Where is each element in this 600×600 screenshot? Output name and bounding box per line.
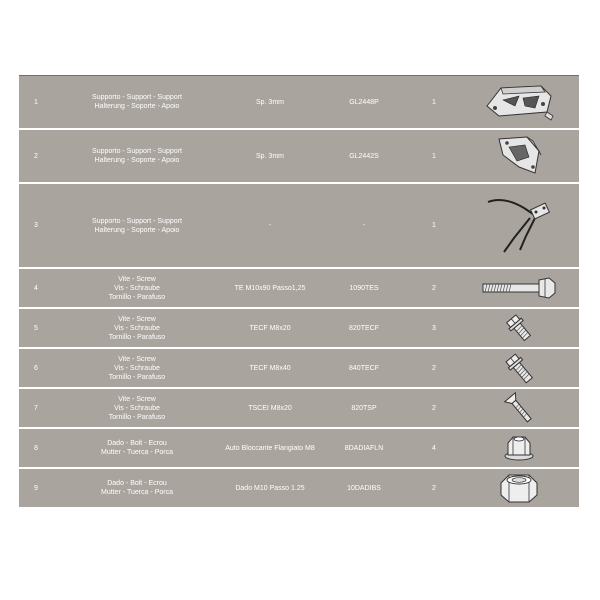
- item-spec: TECF M8x20: [249, 324, 291, 332]
- item-quantity: 2: [432, 284, 436, 292]
- item-quantity: 4: [432, 444, 436, 452]
- item-number: 7: [34, 404, 38, 412]
- wire-frame-support-icon: [474, 188, 564, 264]
- item-code: 820TECF: [349, 324, 379, 332]
- item-code: GL2442S: [349, 152, 379, 160]
- item-description: Vite - Screw Vis - Schraube Tornillo - Parafuso: [108, 395, 166, 421]
- item-quantity: 1: [432, 222, 436, 229]
- item-number: 8: [34, 444, 38, 452]
- flange-lock-nut-icon: [502, 433, 536, 463]
- item-spec: TE M10x90 Passo1,25: [234, 284, 306, 292]
- item-number: 2: [34, 152, 38, 160]
- table-row: [19, 389, 579, 429]
- parts-table: [19, 75, 579, 509]
- item-code: 10DADIBS: [347, 484, 381, 492]
- item-quantity: 2: [432, 484, 436, 492]
- table-row: [19, 469, 579, 509]
- item-code: 8DADIAFLN: [344, 444, 384, 452]
- item-quantity: 2: [432, 404, 436, 412]
- item-number: 6: [34, 364, 38, 372]
- hex-nut-icon: [497, 471, 541, 505]
- item-number: 3: [34, 222, 38, 229]
- item-quantity: 3: [432, 324, 436, 332]
- table-row: [19, 309, 579, 349]
- item-code: GL2448P: [349, 98, 379, 106]
- item-description: Supporto - Support - Support Halterung - Soporte - Apoio: [92, 217, 182, 234]
- hex-bolt-icon: [479, 275, 559, 301]
- item-spec: TSCEI M8x20: [248, 404, 292, 412]
- item-quantity: 1: [432, 152, 436, 160]
- table-row: [19, 76, 579, 130]
- item-spec: Auto Bloccante Flangiato M8: [225, 444, 315, 452]
- table-row: [19, 184, 579, 269]
- item-spec: TECF M8x40: [249, 364, 291, 372]
- item-spec: Sp. 3mm: [255, 152, 284, 160]
- item-code: 820TSP: [351, 404, 377, 412]
- item-code: 840TECF: [349, 364, 379, 372]
- item-number: 1: [34, 98, 38, 106]
- item-description: Vite - Screw Vis - Schraube Tornillo - Parafuso: [108, 315, 166, 341]
- item-quantity: 1: [432, 98, 436, 106]
- table-row: [19, 429, 579, 469]
- table-row: [19, 130, 579, 184]
- angled-bracket-support-icon: [489, 133, 549, 179]
- item-number: 9: [34, 484, 38, 492]
- item-description: Supporto - Support - Support Halterung - Soporte - Apoio: [92, 148, 182, 164]
- item-spec: -: [268, 222, 272, 229]
- item-number: 4: [34, 284, 38, 292]
- flange-screw-long-icon: [502, 350, 536, 386]
- flange-screw-short-icon: [502, 311, 536, 345]
- countersunk-screw-icon: [502, 390, 536, 426]
- item-description: Vite - Screw Vis - Schraube Tornillo - Parafuso: [108, 275, 166, 301]
- item-description: Supporto - Support - Support Halterung - Soporte - Apoio: [92, 94, 182, 110]
- item-description: Dado - Bolt - Ecrou Mutter - Tuerca - Porca: [101, 480, 173, 496]
- item-number: 5: [34, 324, 38, 332]
- item-description: Vite - Screw Vis - Schraube Tornillo - Parafuso: [108, 355, 166, 381]
- item-code: -: [362, 222, 366, 229]
- item-quantity: 2: [432, 364, 436, 372]
- item-description: Dado - Bolt - Ecrou Mutter - Tuerca - Porca: [101, 440, 173, 456]
- table-row: [19, 349, 579, 389]
- item-spec: Sp. 3mm: [255, 98, 284, 106]
- table-row: [19, 269, 579, 309]
- item-spec: Dado M10 Passo 1.25: [235, 484, 305, 492]
- item-code: 1090TES: [349, 284, 379, 292]
- flat-plate-support-icon: [479, 82, 559, 122]
